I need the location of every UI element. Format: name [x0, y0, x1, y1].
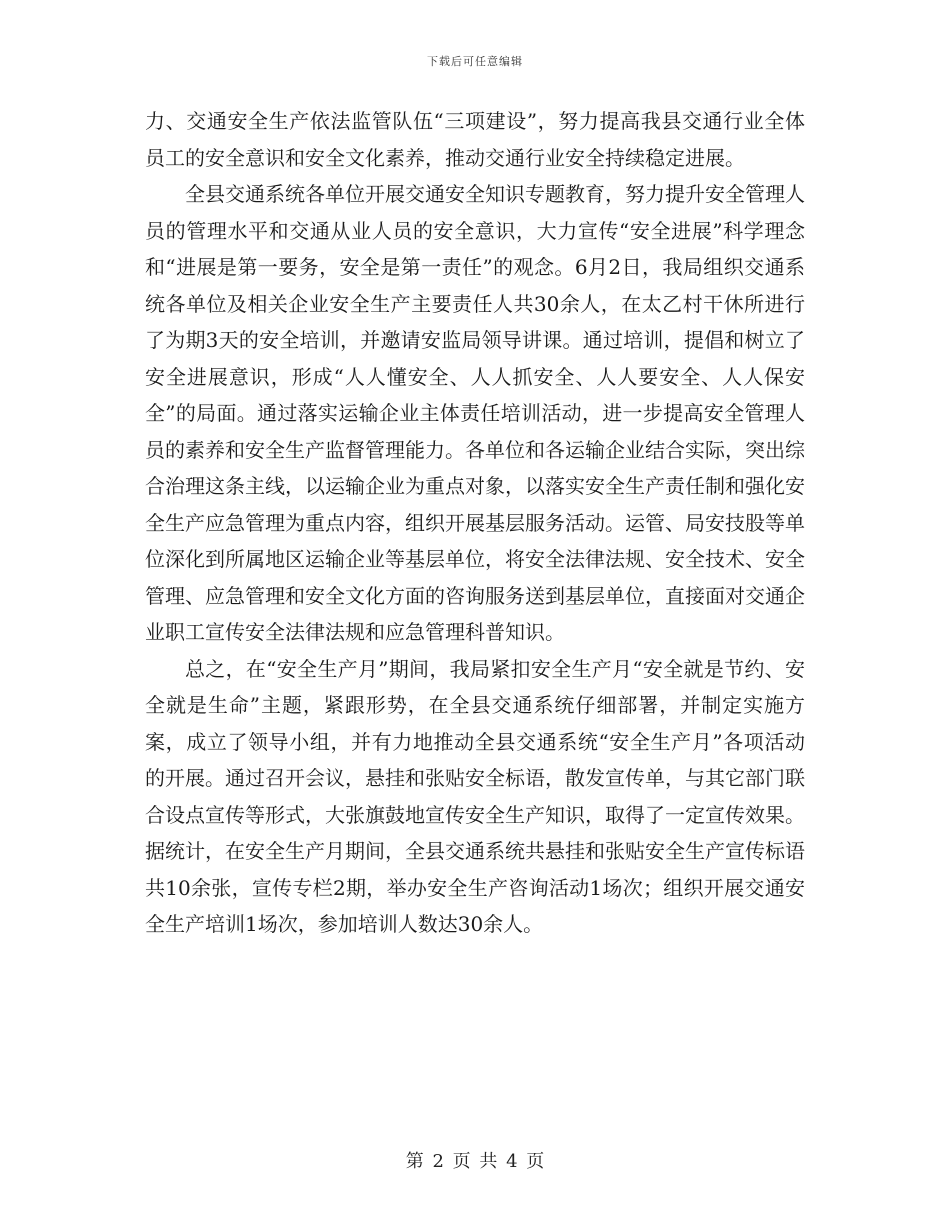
paragraph-safety-education: 全县交通系统各单位开展交通安全知识专题教育，努力提升安全管理人员的管理水平和交通从业人员的安全意识，大力宣传“安全进展”科学理念和“进展是第一要务，安全是第一责任”的观念。6月2日，我局组织交通系统各单位及相关企业安全生产主要责任人共30余人，在太乙村干休所进行了为期3天的安全培训，并邀请安监局领导讲课。通过培训，提倡和树立了安全进展意识，形成“人人懂安全、人人抓安全、人人要安全、人人保安全”的局面。通过落实运输企业主体责任培训活动，进一步提高安全管理人员的素养和安全生产监督管理能力。各单位和各运输企业结合实际，突出综合治理这条主线，以运输企业为重点对象，以落实安全生产责任制和强化安全生产应急管理为重点内容，组织开展基层服务活动。运管、局安技股等单位深化到所属地区运输企业等基层单位，将安全法律法规、安全技术、安全管理、应急管理和安全文化方面的咨询服务送到基层单位，直接面对交通企业职工宣传安全法律法规和应急管理科普知识。	[145, 182, 805, 644]
page-number: 第 2 页 共 4 页	[405, 1151, 545, 1172]
page-header-note: 下载后可任意编辑	[427, 55, 523, 68]
paragraph-summary: 总之，在“安全生产月”期间，我局紧扣安全生产月“安全就是节约、安全就是生命”主题，紧跟形势，在全县交通系统仔细部署，并制定实施方案，成立了领导小组，并有力地推动全县交通系统“安全生产月”各项活动的开展。通过召开会议，悬挂和张贴安全标语，散发宣传单，与其它部门联合设点宣传等形式，大张旗鼓地宣传安全生产知识，取得了一定宣传效果。据统计，在安全生产月期间，全县交通系统共悬挂和张贴安全生产宣传标语共10余张，宣传专栏2期，举办安全生产咨询活动1场次；组织开展交通安全生产培训1场次，参加培训人数达30余人。	[145, 656, 805, 936]
paragraph-continuation: 力、交通安全生产依法监管队伍“三项建设”，努力提高我县交通行业全体员工的安全意识和安全文化素养，推动交通行业安全持续稳定进展。	[145, 109, 805, 170]
document-body	[145, 103, 805, 943]
